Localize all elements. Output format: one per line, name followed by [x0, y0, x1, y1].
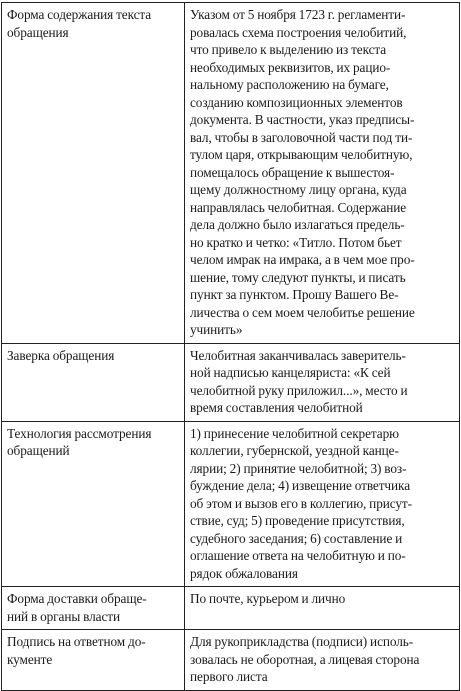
row-label: Технология рассмотрения обращений: [7, 425, 152, 458]
row-content-cell: [185, 587, 460, 630]
row-content: Для рукоприкладства (подписи) исполь- зовалась не оборотная, а лицевая сторона первого листа: [190, 634, 420, 684]
row-content-cell: [185, 343, 460, 421]
row-content-cell: [185, 3, 460, 344]
appeals-table: [1, 2, 460, 691]
row-label-cell: [2, 630, 185, 691]
table-row: [2, 587, 460, 630]
row-content: 1) принесение челобитной секретарю коллегии, губернской, уездной канце- лярии; 2) принятие челобитной; 3) воз- буждение дела; 4) извещение ответчика об этом и вызов его в коллегию, присут- ствие, суд; 5) проведение присутствия, судебного заседания; 6) составление и оглашение ответа на челобитную и по- рядок обжалования: [190, 425, 412, 581]
table-row: [2, 3, 460, 344]
row-label: Форма доставки обраще- ний в органы власти: [7, 591, 147, 624]
table-row: [2, 343, 460, 421]
row-label: Подпись на ответном до- кументе: [7, 634, 146, 667]
row-label: Форма содержания текста обращения: [7, 7, 152, 40]
row-content: Указом от 5 ноября 1723 г. регламенти- ровалась схема построения челобитий, что привело к выделению из текста необходимых реквизитов, их рацио- нальному расположению на бумаге, созданию композиционных элементов документа. В частности, указ предписы- вал, чтобы в заголовочной части под ти- тулом царя, открывающим челобитную, помещалось обращение к вышестоя- щему должностному лицу органа, куда направлялась челобитная. Содержание дела должно было излагаться предель- но кратко и четко: «Титло. Потом бьет челом имрак на имрака, а в чем мое про- шение, тому следуют пункты, и писать пункт за пунктом. Прошу Вашего Ве- личества о сем моем челобитье решение учинить»: [190, 7, 415, 337]
table-row: [2, 630, 460, 691]
row-content-cell: [185, 630, 460, 691]
row-content: По почте, курьером и лично: [190, 591, 346, 606]
row-label: Заверка обращения: [7, 347, 115, 363]
row-content-cell: [185, 421, 460, 587]
row-label-cell: [2, 343, 185, 421]
table-row: [2, 421, 460, 587]
row-label-cell: [2, 3, 185, 344]
row-content: Челобитная заканчивалась заверитель- ной надписью канцеляриста: «К сей челобитной руку приложил...», место и время составления челобитной: [190, 347, 408, 415]
row-label-cell: [2, 421, 185, 587]
row-label-cell: [2, 587, 185, 630]
